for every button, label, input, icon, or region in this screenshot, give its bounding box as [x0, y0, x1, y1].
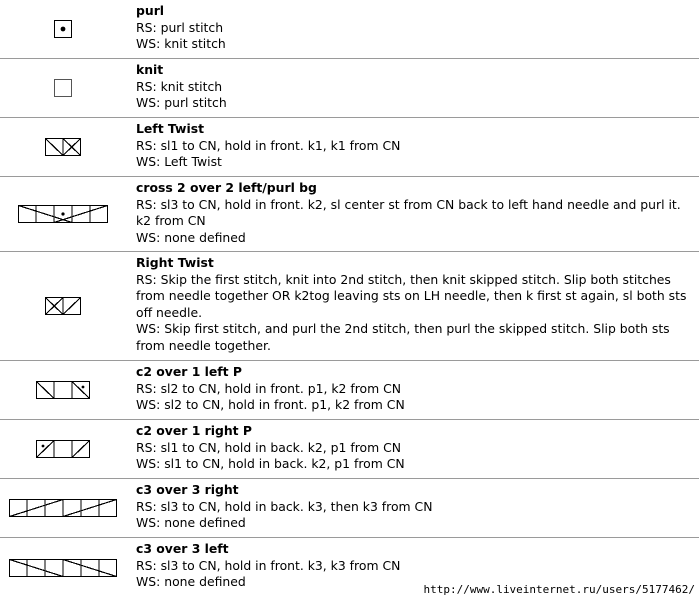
legend-title: Left Twist	[136, 121, 205, 136]
legend-rs-line: RS: sl3 to CN, hold in back. k3, then k3 from CN	[136, 498, 433, 514]
legend-ws-line: WS: sl2 to CN, hold in front. p1, k2 from CN	[136, 397, 405, 413]
legend-ws-line: WS: none defined	[136, 574, 246, 590]
legend-ws-line: WS: Left Twist	[136, 154, 222, 170]
legend-row-knit	[0, 59, 699, 118]
c2-over-1-left-p-symbol	[0, 361, 126, 419]
watermark-url: http://www.liveinternet.ru/users/5177462/	[419, 583, 695, 596]
legend-rs-line: RS: sl2 to CN, hold in front. p1, k2 from CN	[136, 380, 402, 396]
legend-title: cross 2 over 2 left/purl bg	[136, 180, 317, 195]
legend-row-c2-over-1-right-p	[0, 420, 699, 479]
legend-row-cross-2-over-2	[0, 177, 699, 252]
legend-title: Right Twist	[136, 255, 214, 270]
legend-title: c3 over 3 right	[136, 482, 239, 497]
c2-over-1-right-p-symbol	[0, 420, 126, 478]
left-twist-symbol	[0, 118, 126, 176]
legend-ws-line: WS: Skip first stitch, and purl the 2nd stitch, then purl the skipped stitch. Slip both sts from needle together.	[136, 321, 670, 353]
legend-row-c2-over-1-left-p	[0, 361, 699, 420]
c3-over-3-right-symbol	[0, 479, 126, 537]
legend-rs-line: RS: sl1 to CN, hold in front. k1, k1 from CN	[136, 137, 401, 153]
legend-ws-line: WS: none defined	[136, 515, 246, 531]
legend-row-purl	[0, 0, 699, 59]
legend-row-right-twist	[0, 252, 699, 361]
legend-ws-line: WS: knit stitch	[136, 36, 226, 52]
legend-ws-line: WS: sl1 to CN, hold in back. k2, p1 from CN	[136, 456, 405, 472]
legend-rs-line: RS: sl3 to CN, hold in front. k2, sl center st from CN back to left hand needle and purl it. k2 from CN	[136, 196, 681, 229]
legend-rs-line: RS: sl1 to CN, hold in back. k2, p1 from CN	[136, 439, 402, 455]
legend-rs-line: RS: knit stitch	[136, 78, 223, 94]
legend-title: c2 over 1 right P	[136, 423, 252, 438]
legend-ws-line: WS: purl stitch	[136, 95, 227, 111]
legend-title: c3 over 3 left	[136, 541, 229, 556]
legend-rs-line: RS: Skip the first stitch, knit into 2nd stitch, then knit skipped stitch. Slip both stitches from needle together OR k2tog leaving sts on LH needle, then k first st again, sl both sts off needle.	[136, 271, 687, 320]
right-twist-symbol	[0, 252, 126, 360]
c3-over-3-left-symbol	[0, 538, 126, 597]
legend-rs-line: RS: sl3 to CN, hold in front. k3, k3 from CN	[136, 557, 401, 573]
legend-rs-line: RS: purl stitch	[136, 19, 224, 35]
legend-row-left-twist	[0, 118, 699, 177]
legend-row-c3-over-3-right	[0, 479, 699, 538]
knit-symbol	[0, 59, 126, 117]
legend-title: purl	[136, 3, 165, 18]
cross-2-over-2-left-purl-bg-symbol	[0, 177, 126, 251]
purl-symbol	[0, 0, 126, 58]
legend-ws-line: WS: none defined	[136, 229, 246, 245]
legend-title: c2 over 1 left P	[136, 364, 242, 379]
legend-title: knit	[136, 62, 164, 77]
